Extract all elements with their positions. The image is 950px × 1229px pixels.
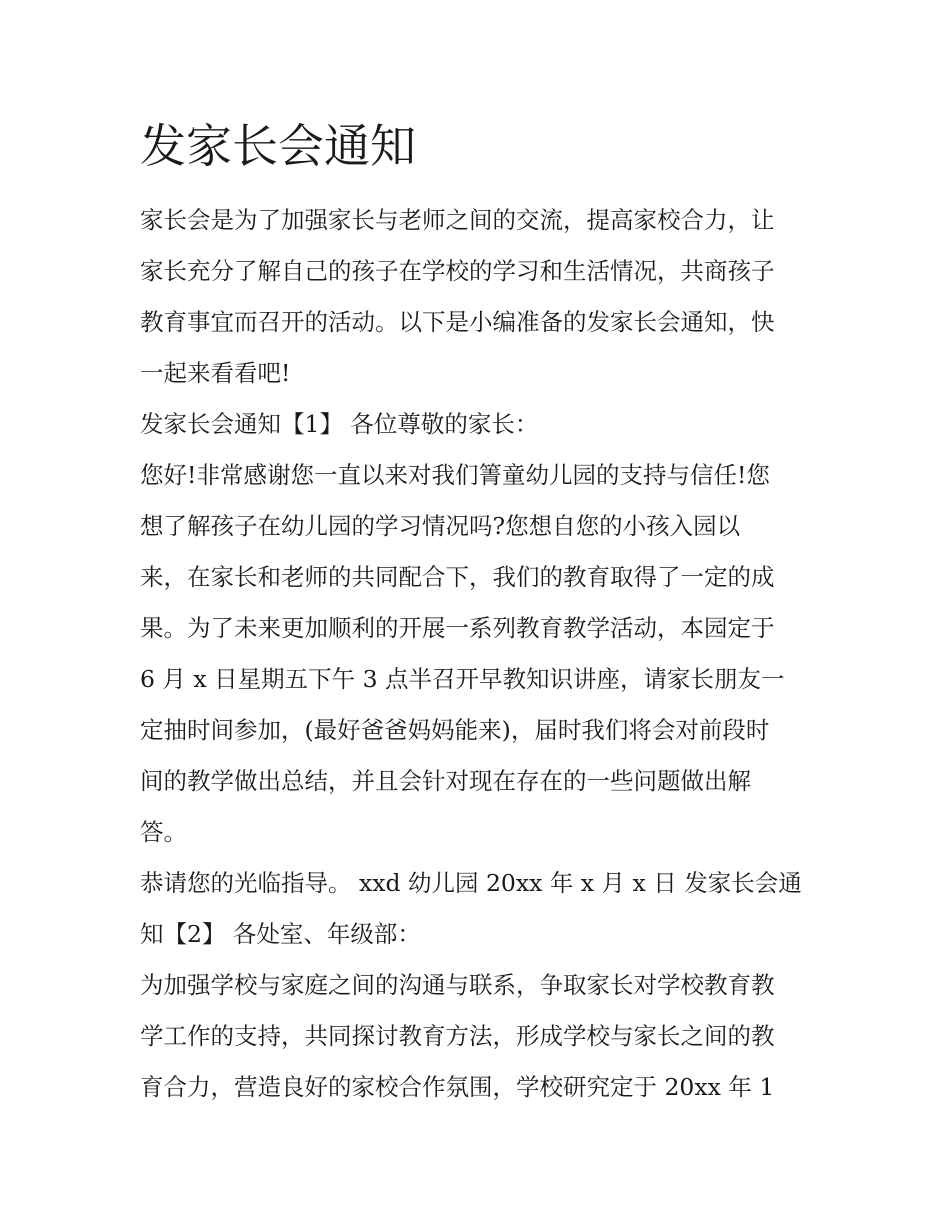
body-line-6: 您好!非常感谢您一直以来对我们箐童幼儿园的支持与信任!您 bbox=[140, 461, 770, 489]
body-line-18: 育合力，营造良好的家校合作氛围，学校研究定于 20xx 年 1 bbox=[140, 1073, 775, 1101]
body-line-12: 间的教学做出总结，并且会针对现在存在的一些问题做出解 bbox=[140, 767, 751, 795]
body-line-3: 教育事宜而召开的活动。以下是小编准备的发家长会通知，快 bbox=[140, 308, 775, 336]
body-line-2: 家长充分了解自己的孩子在学校的学习和生活情况，共商孩子 bbox=[140, 257, 775, 285]
body-line-4: 一起来看看吧! bbox=[140, 359, 291, 387]
body-line-9: 果。为了未来更加顺利的开展一系列教育教学活动，本园定于 bbox=[140, 614, 775, 642]
body-line-13: 答。 bbox=[140, 818, 187, 846]
body-line-1: 家长会是为了加强家长与老师之间的交流，提高家校合力，让 bbox=[140, 206, 775, 234]
body-line-11: 定抽时间参加，(最好爸爸妈妈能来)，届时我们将会对前段时 bbox=[140, 716, 770, 744]
body-line-8: 来，在家长和老师的共同配合下，我们的教育取得了一定的成 bbox=[140, 563, 775, 591]
page-title: 发家长会通知 bbox=[140, 119, 416, 173]
body-line-10: 6 月 x 日星期五下午 3 点半召开早教知识讲座，请家长朋友一 bbox=[140, 665, 785, 693]
section-heading-1: 发家长会通知【1】 各位尊敬的家长： bbox=[140, 410, 539, 438]
section-heading-2: 知【2】 各处室、年级部： bbox=[140, 920, 421, 948]
body-line-14: 恭请您的光临指导。 xxd 幼儿园 20xx 年 x 月 x 日 发家长会通 bbox=[140, 869, 802, 897]
body-line-7: 想了解孩子在幼儿园的学习情况吗?您想自您的小孩入园以 bbox=[140, 512, 741, 540]
body-line-17: 学工作的支持，共同探讨教育方法，形成学校与家长之间的教 bbox=[140, 1022, 775, 1050]
body-line-16: 为加强学校与家庭之间的沟通与联系，争取家长对学校教育教 bbox=[140, 971, 775, 999]
